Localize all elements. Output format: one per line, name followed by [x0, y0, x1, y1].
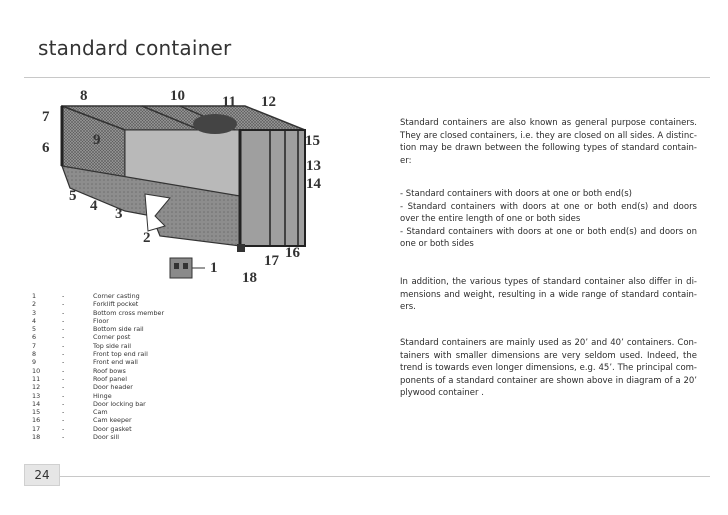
intro-paragraph: Standard containers are also known as general purpose containers. They are closed containers, i.e. they are closed on all sides. A distinc- tion may be drawn between the following types of standard contain- er: — [400, 118, 697, 166]
dimensions-paragraph: In addition, the various types of standard container also differ in di- mensions and weight, resulting in a wide range of standard contain- ers. — [400, 277, 697, 312]
list-item: - Standard containers with doors at one or both end(s) and doors over the entire length of one or both sides — [400, 201, 697, 224]
list-item: 15 - Cam — [32, 408, 108, 417]
callout-12: 12 — [261, 94, 276, 110]
container-types-list — [400, 188, 697, 251]
list-item: - Standard containers with doors at one or both end(s) and doors on one or both sides — [400, 226, 697, 249]
list-item: 6 - Corner post — [32, 333, 131, 342]
header-rule — [24, 77, 710, 78]
list-item: 2 - Forklift pocket — [32, 300, 139, 309]
callout-16: 16 — [285, 245, 300, 261]
roof-bow-bundle — [193, 114, 237, 134]
callout-14: 14 — [306, 176, 321, 192]
callout-3: 3 — [115, 206, 123, 222]
list-item: 13 - Hinge — [32, 391, 112, 400]
callout-9: 9 — [93, 132, 101, 148]
list-item: 11 - Roof panel — [32, 374, 127, 383]
callout-5: 5 — [69, 188, 77, 204]
callout-11: 11 — [222, 94, 237, 110]
list-item: 1 - Corner casting — [32, 292, 140, 300]
callout-6: 6 — [42, 140, 50, 156]
callout-1: 1 — [210, 260, 218, 276]
callout-4: 4 — [90, 198, 98, 214]
door-panel — [240, 130, 305, 246]
list-item: 17 - Door gasket — [32, 424, 132, 433]
page-number: 24 — [24, 464, 60, 486]
callout-10: 10 — [170, 88, 185, 104]
callout-17: 17 — [264, 253, 279, 269]
callout-13: 13 — [306, 158, 321, 174]
list-item: 10 - Roof bows — [32, 366, 126, 375]
list-item: 5 - Bottom side rail — [32, 325, 144, 334]
page-title: standard container — [38, 36, 232, 60]
callout-15: 15 — [305, 133, 320, 149]
list-item: 18 - Door sill — [32, 433, 120, 442]
list-item: 4 - Floor — [32, 316, 109, 325]
list-item: 16 - Cam keeper — [32, 416, 132, 425]
callout-18: 18 — [242, 270, 257, 286]
usage-paragraph: Standard containers are mainly used as 20’ and 40’ containers. Con- tainers with smaller dimensions are very seldom used. Indeed, the trend is towards even longer dimensions, e.g. 45’. The principal com- ponents of a standard container are shown above in diagram of a 20’ plywood container . — [400, 338, 697, 398]
list-item: 8 - Front top end rail — [32, 350, 148, 359]
callout-7: 7 — [42, 109, 50, 125]
list-item: 14 - Door locking bar — [32, 399, 146, 408]
list-item: 7 - Top side rail — [32, 341, 132, 350]
callout-2: 2 — [143, 230, 151, 246]
parts-list — [32, 292, 242, 441]
list-item: - Standard containers with doors at one or both end(s) — [400, 189, 632, 199]
list-item: 9 - Front end wall — [32, 358, 138, 367]
container-diagram — [30, 86, 330, 286]
callout-8: 8 — [80, 88, 88, 104]
list-item: 12 - Door header — [32, 383, 133, 392]
corner-casting — [170, 258, 192, 278]
list-item: 3 - Bottom cross member — [32, 308, 165, 317]
footer-rule — [60, 476, 710, 477]
